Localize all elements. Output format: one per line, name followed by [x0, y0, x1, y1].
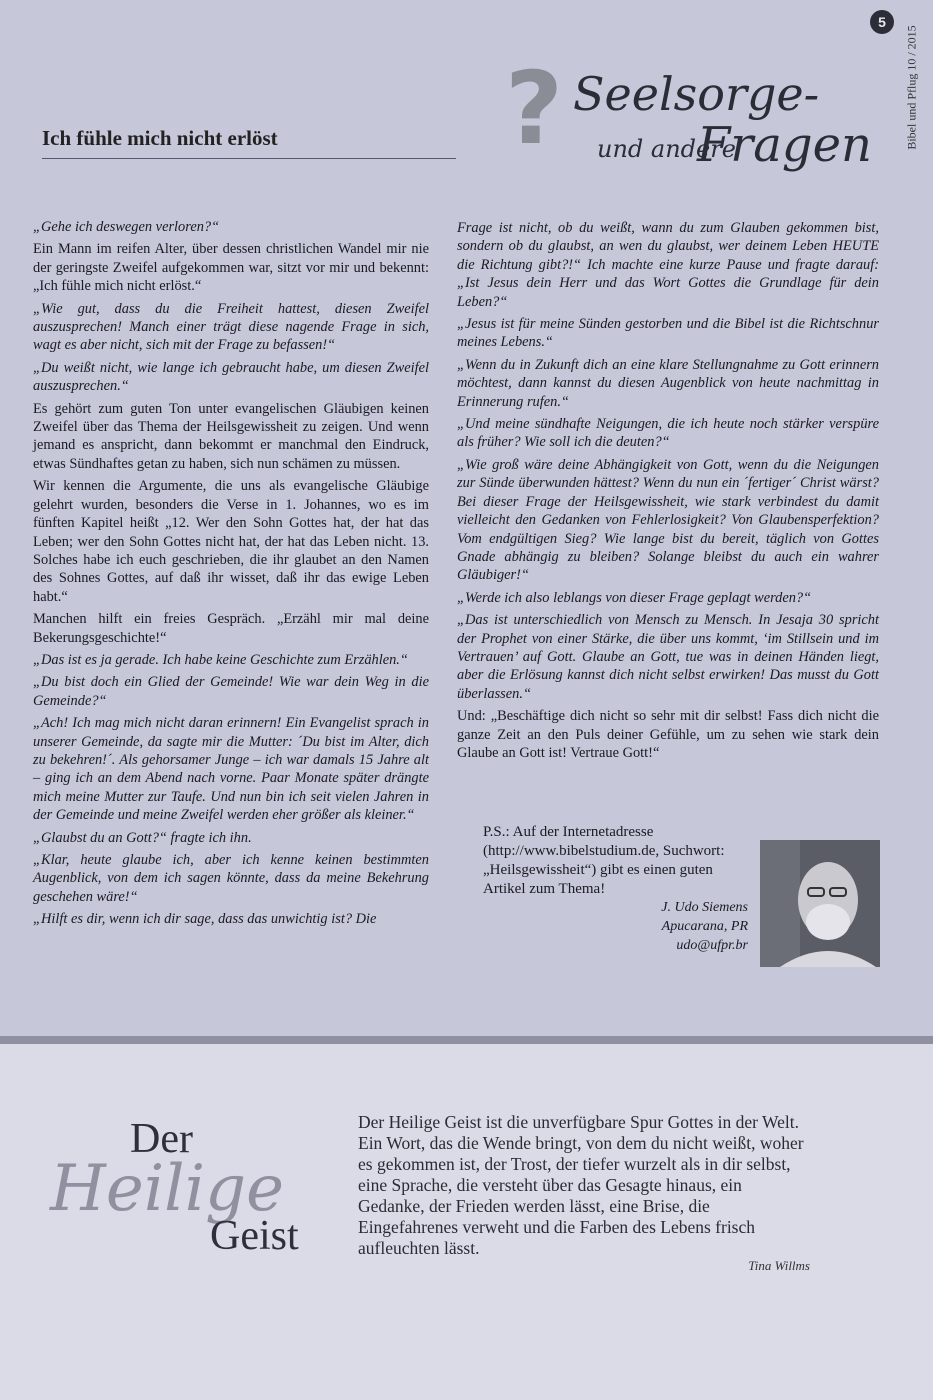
paragraph: Frage ist nicht, ob du weißt, wann du zum Glauben gekommen bist, sondern ob du glaubst, an wen du glaubst, wer deinem Leben HEUTE die Richtung gibt?!“ Ich machte eine kurze Pause und fragte darauf: „Ist Jesus dein Herr und das Wort Gottes die Grundlage für dein Leben?“ — [457, 220, 879, 310]
paragraph: „Jesus ist für meine Sünden gestorben und die Bibel ist die Richtschnur meines Lebens.“ — [457, 316, 879, 351]
article-title: Ich fühle mich nicht erlöst — [42, 126, 278, 150]
paragraph: „Glaubst du an Gott?“ fragte ich ihn. — [33, 829, 252, 846]
question-mark-icon: ? — [505, 50, 564, 167]
paragraph: „Du bist doch ein Glied der Gemeinde! Wie war dein Weg in die Gemeinde?“ — [33, 674, 429, 709]
quote-author: Tina Willms — [748, 1258, 810, 1273]
author-photo — [760, 840, 880, 967]
paragraph: „Das ist unterschiedlich von Mensch zu Mensch. In Jesaja 30 spricht der Prophet von einer Stärke, die über uns kommt, ‘im Stillsein und im Vertrauen’ auf Gott. Glaube an Gott, tue was in deinen Händen liegt, aber die Erlösung kannst dich nicht selbst erwirken! Das musst du Gott überlassen.“ — [457, 612, 879, 702]
paragraph: Es gehört zum guten Ton unter evangelischen Gläubigen keinen Zweifel über das Thema der Heilsgewissheit zu zeigen. Und wenn jemand es anspricht, dann bekommt er manchmal den Eindruck, etwas Sündhaftes getan zu haben, sich nun schämen zu müssen. — [33, 400, 429, 472]
title-heilige: Heilige — [50, 1152, 284, 1226]
paragraph: „Wie gut, dass du die Freiheit hattest, diesen Zweifel auszusprechen! Manch einer trägt diese nagende Frage in sich, wagt es aber nicht, sich mit der Frage zu befassen!“ — [33, 300, 429, 354]
logo-line3: Fragen — [697, 117, 872, 173]
paragraph: „Das ist es ja gerade. Ich habe keine Geschichte zum Erzählen.“ — [33, 651, 408, 668]
title-underline — [42, 158, 456, 159]
quote-text: Der Heilige Geist ist die unverfügbare Spur Gottes in der Welt. Ein Wort, das die Wende bringt, von dem du nicht weißt, woher es gekommen ist, der Trost, der tiefer wurzelt als in dir selbst, eine Sprache, die versteht über das Gesagte hinaus, ein Gedanke, der Frieden werden lässt, eine Brise, die Eingefahrenes verweht und die Farben des Lebens frisch aufleuchten lässt. — [358, 1112, 804, 1258]
section-divider — [0, 1036, 933, 1044]
paragraph: „Du weißt nicht, wie lange ich gebraucht habe, um diesen Zweifel auszusprechen.“ — [33, 359, 429, 395]
paragraph: „Hilft es dir, wenn ich dir sage, dass das unwichtig ist? Die — [33, 911, 377, 928]
title-geist: Geist — [210, 1213, 299, 1259]
paragraph: „Wenn du in Zukunft dich an eine klare Stellungnahme zu Gott erinnern möchtest, dann kannst du diesen Augenblick von heute nachmittag in Erinnerung rufen.“ — [457, 356, 879, 410]
paragraph: „Wie groß wäre deine Abhängigkeit von Gott, wenn du die Neigungen zur Sünde überwunden hättest? Wenn du nun ein ´fertiger´ Christ wärst? Bei dieser Frage der Heilsgewissheit, wie stark verbindest du damit vielleicht den Gedanken von Fehlerlosigkeit? Von Glaubensperfektion? Vom endgültigen Sieg? Wie lange bist du bereit, täglich von Gottes Gnade abhängig zu bleiben? Solange bleibst du auch ein wahrer Gläubiger!“ — [457, 456, 879, 584]
author-name: J. Udo Siemens — [661, 900, 748, 915]
paragraph: „Klar, heute glaube ich, aber ich kenne keinen bestimmten Augenblick, von dem ich sagen könnte, dass da meine Bekehrung geschehen wäre!“ — [33, 852, 429, 905]
page-number: 5 — [870, 10, 894, 34]
right-column — [457, 219, 879, 766]
logo-line2: und andere — [597, 135, 736, 163]
author-place: Apucarana, PR — [661, 919, 748, 934]
logo-line1: Seelsorge- — [573, 67, 820, 121]
paragraph: „Ach! Ich mag mich nicht daran erinnern! Ein Evangelist sprach in unserer Gemeinde, da sagte mir die Mutter: ´Du bist im Alter, dich zu bekehren!´. Als gehorsamer Junge – ich war damals 15 Jahre alt – ging ich an dem Abend nach vorne. Paar Monate später drängte mich meine Mutter zur Taufe. Und nun bin ich seit vielen Jahren in der Gemeinde und meine Zweifel werden eher größer als kleiner.“ — [33, 715, 429, 824]
paragraph: Und: „Beschäftige dich nicht so sehr mit dir selbst! Fass dich nicht die ganze Zeit an den Puls deiner Gefühle, um zu sehen wie stark dein Glaube an Gott ist! Vertraue Gott!“ — [457, 708, 879, 761]
postscript: P.S.: Auf der Internetadresse (http://www.bibelstudium.de, Suchwort: „Heilsgewissheit“) gibt es einen guten Artikel zum Thema! — [483, 824, 725, 897]
running-header: Bibel und Pflug 10 / 2015 — [904, 25, 919, 150]
paragraph: „Und meine sündhafte Neigungen, die ich heute noch stärker verspüre als früher? Wie soll ich die deuten?“ — [457, 416, 879, 451]
paragraph: „Gehe ich deswegen verloren?“ — [33, 219, 220, 235]
seelsorge-logo — [505, 50, 872, 195]
left-column — [33, 218, 429, 933]
author-signature — [600, 898, 748, 955]
paragraph: Ein Mann im reifen Alter, über dessen christlichen Wandel mir nie der geringste Zweifel aufgekommen war, sitzt vor mir und bekennt: „Ich fühle mich nicht erlöst.“ — [33, 241, 429, 295]
author-email: udo@ufpr.br — [676, 938, 748, 953]
paragraph: Manchen hilft ein freies Gespräch. „Erzähl mir mal deine Bekerungsgeschichte!“ — [33, 611, 429, 646]
paragraph: Wir kennen die Argumente, die uns als evangelische Gläubige gelehrt wurden, besonders die Verse in 1. Johannes, wo es im fünften Kapitel heißt „12. Wer den Sohn Gottes hat, der hat das Leben; wer den Sohn Gottes nicht hat, der hat das Leben nicht. 13. Solches habe ich euch geschrieben, die ihr glaubet an den Namen des Sohnes Gottes, auf daß ihr wisset, daß ihr das ewige Leben habt.“ — [33, 478, 429, 605]
paragraph: „Werde ich also leblangs von dieser Frage geplagt werden?“ — [457, 589, 812, 606]
title-der: Der — [130, 1116, 193, 1162]
